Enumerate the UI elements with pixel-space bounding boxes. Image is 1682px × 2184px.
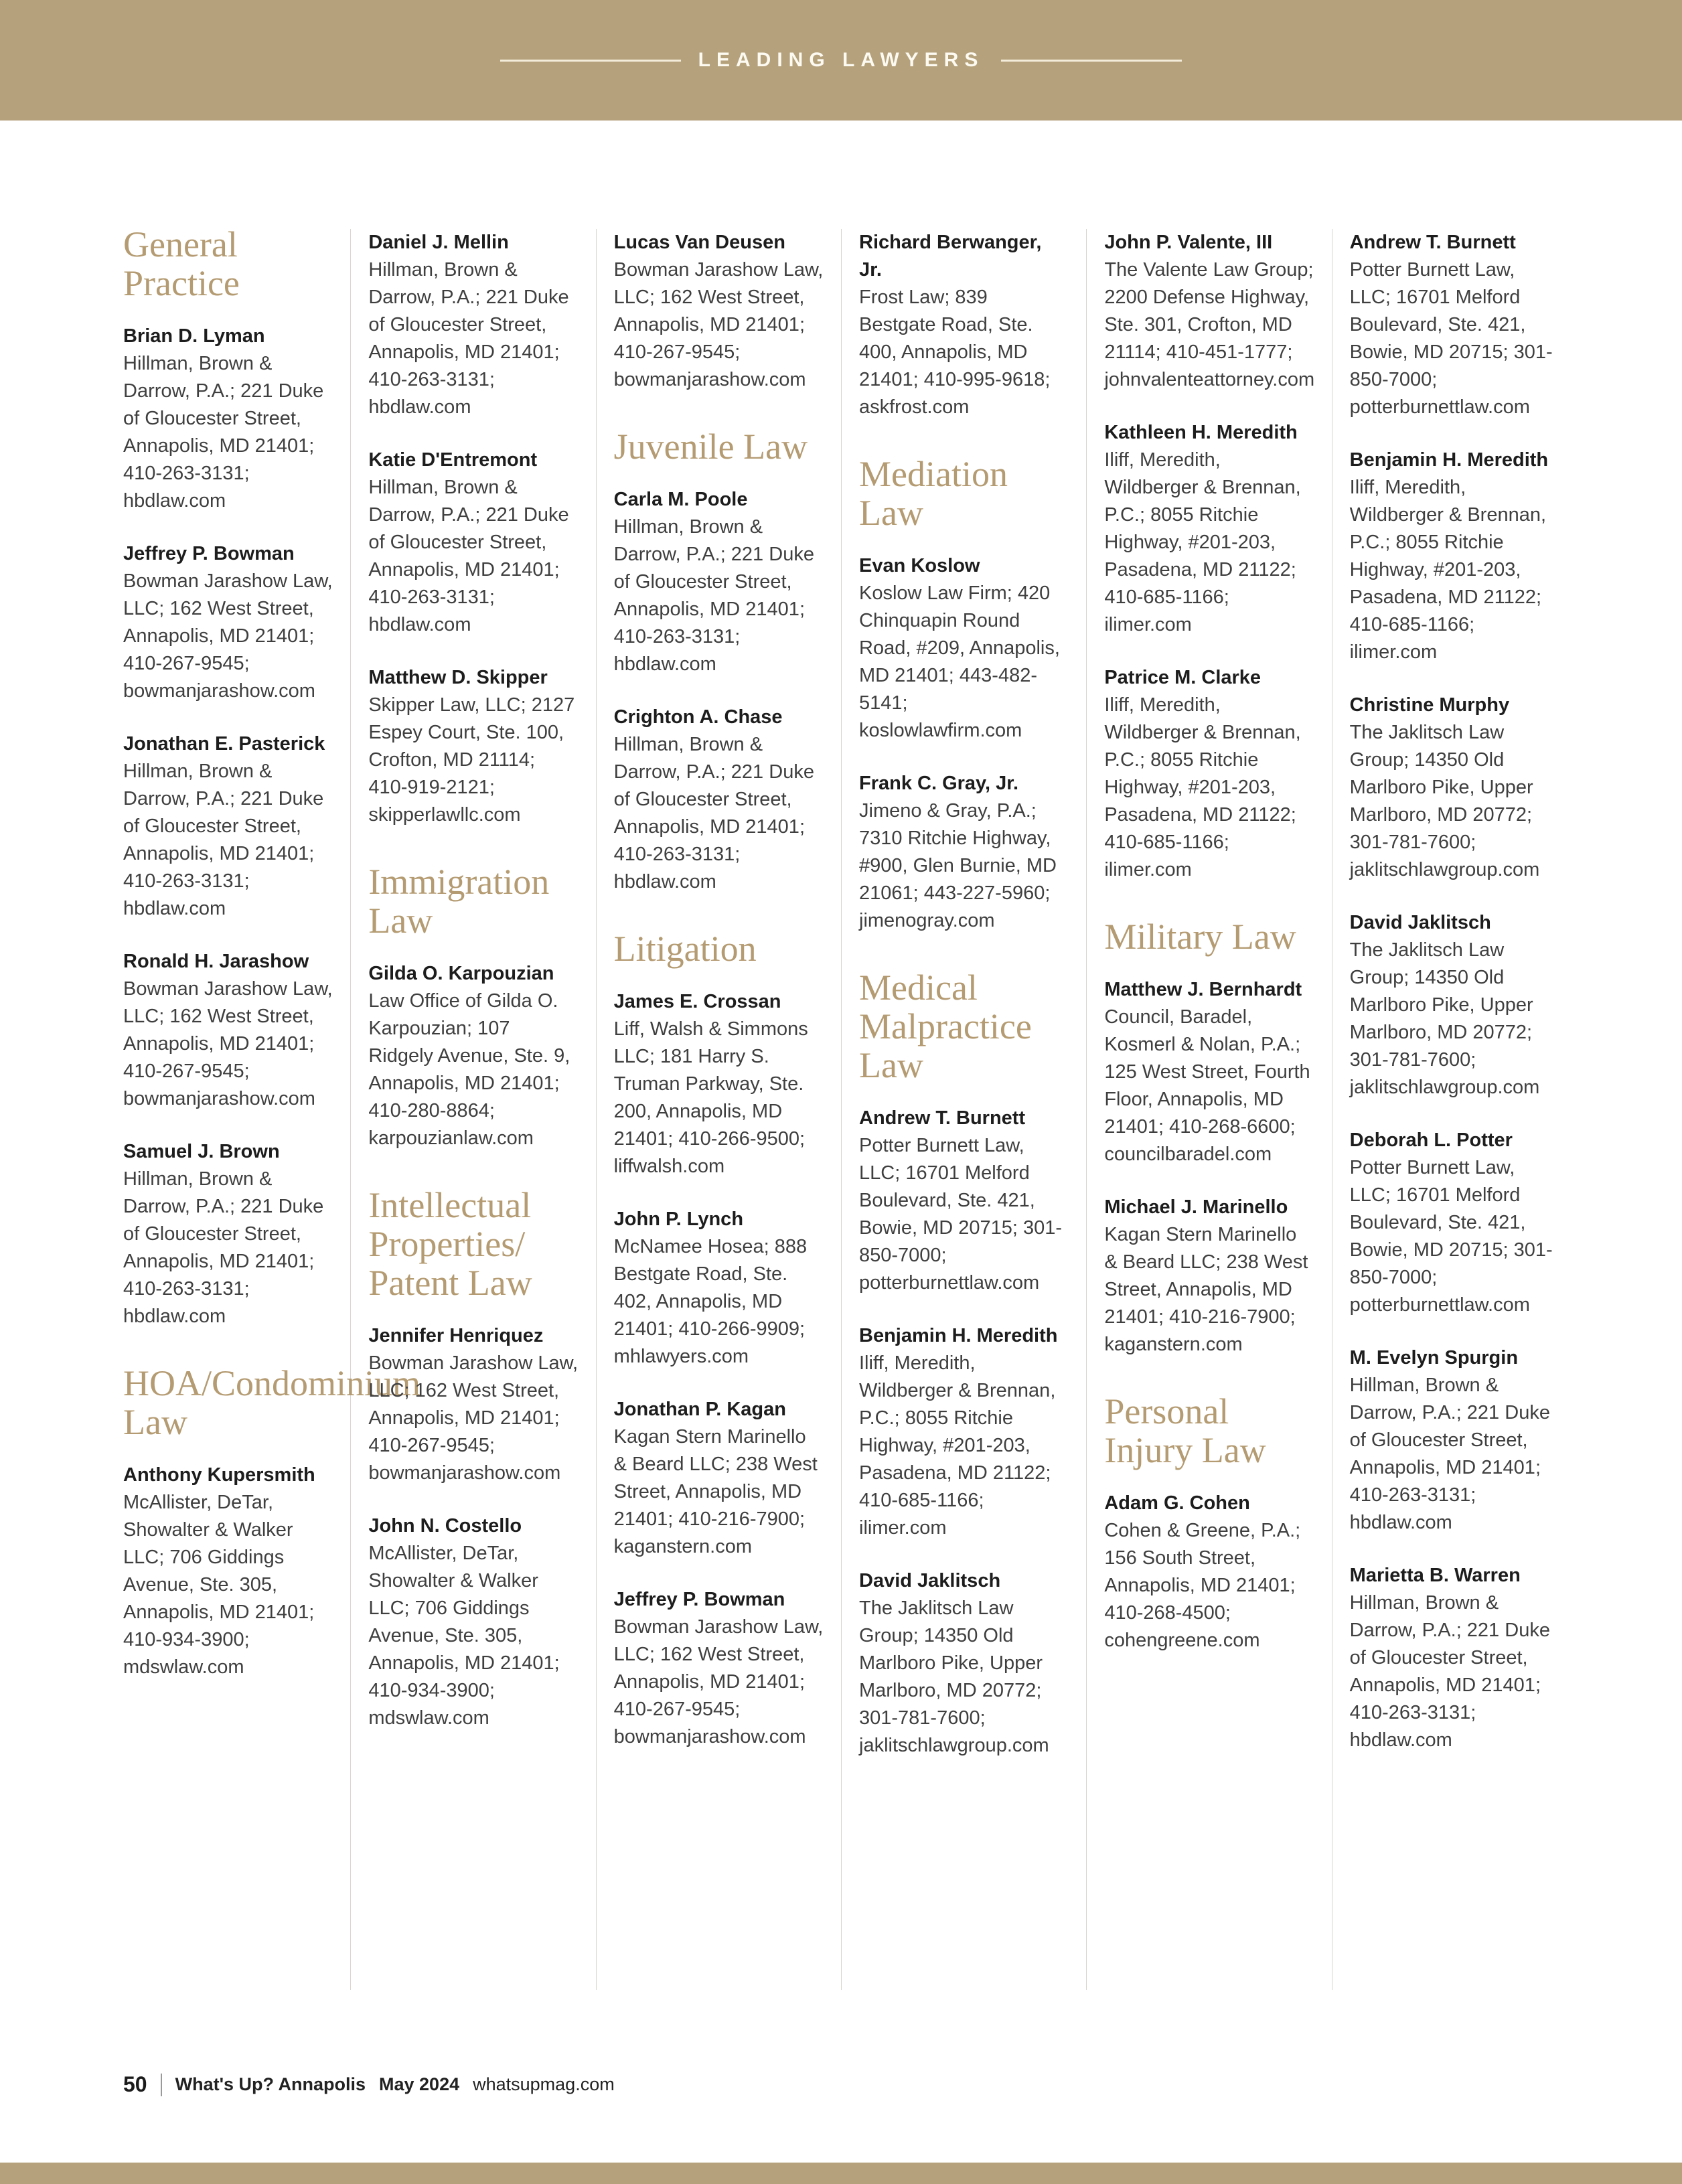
lawyer-entry bbox=[614, 229, 824, 394]
lawyer-entry bbox=[368, 960, 578, 1152]
lawyer-name: John P. Valente, III bbox=[1104, 232, 1273, 253]
lawyer-details: Law Office of Gilda O. Karpouzian; 107 Ridgely Avenue, Ste. 9, Annapolis, MD 21401; 410-280-8864; karpouzianlaw.com bbox=[368, 990, 570, 1149]
lawyer-details: McNamee Hosea; 888 Bestgate Road, Ste. 402, Annapolis, MD 21401; 410-266-9909; mhlawyers.com bbox=[613, 1236, 808, 1367]
lawyer-name: Christine Murphy bbox=[1349, 694, 1510, 716]
lawyer-details: Hillman, Brown & Darrow, P.A.; 221 Duke of Gloucester Street, Annapolis, MD 21401; 410-263-3131; hbdlaw.com bbox=[123, 761, 324, 919]
lawyer-name: Marietta B. Warren bbox=[1349, 1565, 1521, 1586]
footer-divider bbox=[161, 2074, 162, 2096]
lawyer-details: Jimeno & Gray, P.A.; 7310 Ritchie Highway, #900, Glen Burnie, MD 21061; 443-227-5960; jimenogray.com bbox=[859, 800, 1057, 931]
lawyer-entry bbox=[123, 1462, 333, 1681]
directory-column-3 bbox=[597, 229, 842, 1990]
lawyer-entry bbox=[1350, 229, 1560, 421]
page-banner bbox=[0, 0, 1682, 121]
lawyer-entry bbox=[368, 229, 578, 421]
lawyer-entry bbox=[1350, 909, 1560, 1101]
lawyer-entry bbox=[1104, 976, 1314, 1168]
practice-area-heading: Juvenile Law bbox=[613, 426, 808, 467]
page-number: 50 bbox=[123, 2072, 147, 2096]
lawyer-details: Hillman, Brown & Darrow, P.A.; 221 Duke of Gloucester Street, Annapolis, MD 21401; 410-263-3131; hbdlaw.com bbox=[368, 477, 569, 635]
lawyer-details: Potter Burnett Law, LLC; 16701 Melford Boulevard, Ste. 421, Bowie, MD 20715; 301-850-7000; potterburnettlaw.com bbox=[859, 1135, 1063, 1294]
lawyer-name: Matthew J. Bernhardt bbox=[1104, 979, 1302, 1000]
lawyer-entry bbox=[859, 229, 1069, 421]
practice-area-heading: Medical Malpractice Law bbox=[859, 967, 1032, 1085]
banner-title: LEADING LAWYERS bbox=[698, 49, 984, 71]
practice-area-heading: Military Law bbox=[1104, 917, 1296, 957]
lawyer-details: Bowman Jarashow Law, LLC; 162 West Street, Annapolis, MD 21401; 410-267-9545; bowmanjarashow.com bbox=[368, 1352, 579, 1484]
lawyer-entry bbox=[1350, 447, 1560, 666]
lawyer-details: Hillman, Brown & Darrow, P.A.; 221 Duke of Gloucester Street, Annapolis, MD 21401; 410-263-3131; hbdlaw.com bbox=[123, 353, 324, 512]
lawyer-details: Hillman, Brown & Darrow, P.A.; 221 Duke of Gloucester Street, Annapolis, MD 21401; 410-263-3131; hbdlaw.com bbox=[613, 516, 814, 675]
lawyer-name: Matthew D. Skipper bbox=[368, 667, 548, 688]
lawyer-details: Cohen & Greene, P.A.; 156 South Street, Annapolis, MD 21401; 410-268-4500; cohengreene.com bbox=[1104, 1520, 1301, 1651]
lawyer-name: Patrice M. Clarke bbox=[1104, 667, 1262, 688]
lawyer-name: Jennifer Henriquez bbox=[368, 1325, 544, 1346]
lawyer-entry bbox=[368, 664, 578, 829]
lawyer-entry bbox=[123, 948, 333, 1113]
lawyer-details: Iliff, Meredith, Wildberger & Brennan, P.C.; 8055 Ritchie Highway, #201-203, Pasadena, MD 21122; 410-685-1166; ilimer.com bbox=[1349, 477, 1547, 663]
lawyer-entry bbox=[1104, 1194, 1314, 1358]
lawyer-details: McAllister, DeTar, Showalter & Walker LLC; 706 Giddings Avenue, Ste. 305, Annapolis, MD 21401; 410-934-3900; mdswlaw.com bbox=[123, 1492, 315, 1678]
directory-column-6 bbox=[1332, 229, 1578, 1990]
lawyer-name: Gilda O. Karpouzian bbox=[368, 963, 554, 984]
lawyer-name: David Jaklitsch bbox=[859, 1570, 1001, 1591]
lawyer-details: Skipper Law, LLC; 2127 Espey Court, Ste. 100, Crofton, MD 21114; 410-919-2121; skipperlawllc.com bbox=[368, 694, 575, 826]
directory-column-1 bbox=[106, 224, 421, 1990]
lawyer-entry bbox=[614, 1206, 824, 1371]
lawyer-name: Michael J. Marinello bbox=[1104, 1196, 1288, 1218]
lawyer-entry bbox=[1104, 1490, 1314, 1654]
lawyer-entry bbox=[859, 1322, 1069, 1542]
page-footer bbox=[123, 2072, 615, 2097]
lawyer-name: Jonathan P. Kagan bbox=[613, 1399, 786, 1420]
lawyer-details: McAllister, DeTar, Showalter & Walker LLC; 706 Giddings Avenue, Ste. 305, Annapolis, MD 21401; 410-934-3900; mdswlaw.com bbox=[368, 1543, 560, 1729]
lawyer-details: Bowman Jarashow Law, LLC; 162 West Street, Annapolis, MD 21401; 410-267-9545; bowmanjarashow.com bbox=[613, 1616, 824, 1747]
issue-date: May 2024 bbox=[379, 2074, 460, 2094]
lawyer-details: Potter Burnett Law, LLC; 16701 Melford Boulevard, Ste. 421, Bowie, MD 20715; 301-850-7000; potterburnettlaw.com bbox=[1349, 259, 1553, 418]
lawyer-name: Daniel J. Mellin bbox=[368, 232, 509, 253]
directory-column-4 bbox=[842, 229, 1087, 1990]
lawyer-directory bbox=[106, 224, 1578, 1990]
lawyer-name: Benjamin H. Meredith bbox=[1349, 449, 1549, 471]
practice-area-heading: General Practice bbox=[123, 224, 240, 303]
lawyer-name: Deborah L. Potter bbox=[1349, 1129, 1513, 1151]
lawyer-details: Bowman Jarashow Law, LLC; 162 West Street, Annapolis, MD 21401; 410-267-9545; bowmanjarashow.com bbox=[613, 259, 824, 390]
lawyer-name: Evan Koslow bbox=[859, 555, 980, 576]
lawyer-name: M. Evelyn Spurgin bbox=[1349, 1347, 1519, 1369]
lawyer-entry bbox=[859, 1567, 1069, 1760]
lawyer-name: Richard Berwanger, Jr. bbox=[859, 232, 1042, 281]
lawyer-details: Iliff, Meredith, Wildberger & Brennan, P.C.; 8055 Ritchie Highway, #201-203, Pasadena, MD 21122; 410-685-1166; ilimer.com bbox=[1104, 694, 1301, 880]
lawyer-entry bbox=[123, 730, 333, 923]
lawyer-details: Kagan Stern Marinello & Beard LLC; 238 West Street, Annapolis, MD 21401; 410-216-7900; kaganstern.com bbox=[1104, 1224, 1308, 1355]
directory-column-5 bbox=[1087, 229, 1332, 1990]
lawyer-name: Carla M. Poole bbox=[613, 489, 748, 510]
lawyer-name: Anthony Kupersmith bbox=[123, 1464, 315, 1486]
bottom-accent-strip bbox=[0, 2163, 1682, 2184]
lawyer-name: David Jaklitsch bbox=[1349, 912, 1491, 933]
banner-rule-right bbox=[1001, 60, 1182, 62]
lawyer-entry bbox=[123, 323, 333, 515]
lawyer-details: Liff, Walsh & Simmons LLC; 181 Harry S. Truman Parkway, Ste. 200, Annapolis, MD 21401; 410-266-9500; liffwalsh.com bbox=[613, 1018, 808, 1177]
lawyer-details: Bowman Jarashow Law, LLC; 162 West Street, Annapolis, MD 21401; 410-267-9545; bowmanjarashow.com bbox=[123, 978, 333, 1109]
practice-area-heading: Immigration Law bbox=[368, 862, 550, 941]
magazine-website: whatsupmag.com bbox=[473, 2074, 615, 2094]
magazine-title: What's Up? Annapolis bbox=[175, 2074, 366, 2094]
lawyer-details: Frost Law; 839 Bestgate Road, Ste. 400, Annapolis, MD 21401; 410-995-9618; askfrost.com bbox=[859, 287, 1051, 418]
lawyer-name: John P. Lynch bbox=[613, 1208, 744, 1230]
practice-area-heading: Litigation bbox=[613, 929, 757, 969]
lawyer-entry bbox=[859, 1105, 1069, 1297]
practice-area-heading: Mediation Law bbox=[859, 454, 1008, 533]
lawyer-entry bbox=[1350, 692, 1560, 884]
lawyer-details: Iliff, Meredith, Wildberger & Brennan, P.C.; 8055 Ritchie Highway, #201-203, Pasadena, MD 21122; 410-685-1166; ilimer.com bbox=[1104, 449, 1301, 635]
lawyer-name: Frank C. Gray, Jr. bbox=[859, 773, 1019, 794]
lawyer-entry bbox=[368, 447, 578, 639]
lawyer-entry bbox=[859, 770, 1069, 935]
lawyer-details: Hillman, Brown & Darrow, P.A.; 221 Duke of Gloucester Street, Annapolis, MD 21401; 410-263-3131; hbdlaw.com bbox=[1349, 1375, 1550, 1533]
lawyer-details: The Jaklitsch Law Group; 14350 Old Marlboro Pike, Upper Marlboro, MD 20772; 301-781-7600; jaklitschlawgroup.com bbox=[859, 1597, 1049, 1756]
lawyer-entry bbox=[859, 552, 1069, 745]
lawyer-name: Benjamin H. Meredith bbox=[859, 1325, 1058, 1346]
lawyer-name: Samuel J. Brown bbox=[123, 1141, 280, 1162]
lawyer-entry bbox=[368, 1322, 578, 1487]
lawyer-entry bbox=[123, 1138, 333, 1330]
lawyer-details: Hillman, Brown & Darrow, P.A.; 221 Duke of Gloucester Street, Annapolis, MD 21401; 410-263-3131; hbdlaw.com bbox=[368, 259, 569, 418]
lawyer-details: Hillman, Brown & Darrow, P.A.; 221 Duke of Gloucester Street, Annapolis, MD 21401; 410-263-3131; hbdlaw.com bbox=[613, 734, 814, 892]
lawyer-details: Council, Baradel, Kosmerl & Nolan, P.A.; 125 West Street, Fourth Floor, Annapolis, MD 21401; 410-268-6600; councilbaradel.com bbox=[1104, 1006, 1310, 1165]
practice-area-heading: Personal Injury Law bbox=[1104, 1391, 1266, 1470]
practice-area-heading: HOA/Condominium Law bbox=[123, 1363, 421, 1442]
lawyer-name: Crighton A. Chase bbox=[613, 706, 783, 728]
banner-rule-left bbox=[500, 60, 681, 62]
lawyer-details: Potter Burnett Law, LLC; 16701 Melford Boulevard, Ste. 421, Bowie, MD 20715; 301-850-7000; potterburnettlaw.com bbox=[1349, 1157, 1553, 1316]
lawyer-entry bbox=[1350, 1127, 1560, 1319]
lawyer-entry bbox=[1104, 664, 1314, 884]
lawyer-details: Bowman Jarashow Law, LLC; 162 West Street, Annapolis, MD 21401; 410-267-9545; bowmanjarashow.com bbox=[123, 570, 333, 702]
practice-area-heading: Intellectual Properties/ Patent Law bbox=[368, 1185, 532, 1303]
lawyer-name: Jeffrey P. Bowman bbox=[613, 1589, 785, 1610]
lawyer-details: The Jaklitsch Law Group; 14350 Old Marlboro Pike, Upper Marlboro, MD 20772; 301-781-7600; jaklitschlawgroup.com bbox=[1349, 939, 1540, 1098]
lawyer-details: Hillman, Brown & Darrow, P.A.; 221 Duke of Gloucester Street, Annapolis, MD 21401; 410-263-3131; hbdlaw.com bbox=[123, 1168, 324, 1327]
directory-column-2 bbox=[351, 229, 596, 1990]
lawyer-entry bbox=[614, 988, 824, 1180]
lawyer-details: Iliff, Meredith, Wildberger & Brennan, P.C.; 8055 Ritchie Highway, #201-203, Pasadena, MD 21122; 410-685-1166; ilimer.com bbox=[859, 1352, 1056, 1539]
lawyer-name: Andrew T. Burnett bbox=[859, 1107, 1026, 1129]
lawyer-entry bbox=[1104, 229, 1314, 394]
lawyer-entry bbox=[1104, 419, 1314, 639]
lawyer-entry bbox=[614, 1586, 824, 1751]
lawyer-entry bbox=[1350, 1344, 1560, 1537]
lawyer-name: Adam G. Cohen bbox=[1104, 1492, 1250, 1514]
lawyer-name: Katie D'Entremont bbox=[368, 449, 538, 471]
lawyer-name: James E. Crossan bbox=[613, 991, 781, 1012]
lawyer-name: Jonathan E. Pasterick bbox=[123, 733, 325, 755]
lawyer-name: Brian D. Lyman bbox=[123, 325, 265, 347]
lawyer-name: Kathleen H. Meredith bbox=[1104, 422, 1298, 443]
lawyer-details: Kagan Stern Marinello & Beard LLC; 238 West Street, Annapolis, MD 21401; 410-216-7900; kaganstern.com bbox=[613, 1426, 818, 1557]
lawyer-name: John N. Costello bbox=[368, 1515, 522, 1537]
lawyer-entry bbox=[1350, 1562, 1560, 1754]
lawyer-name: Ronald H. Jarashow bbox=[123, 951, 309, 972]
lawyer-entry bbox=[614, 704, 824, 896]
lawyer-entry bbox=[123, 540, 333, 705]
lawyer-details: The Valente Law Group; 2200 Defense Highway, Ste. 301, Crofton, MD 21114; 410-451-1777; johnvalenteattorney.com bbox=[1104, 259, 1315, 390]
lawyer-name: Jeffrey P. Bowman bbox=[123, 543, 295, 564]
lawyer-details: The Jaklitsch Law Group; 14350 Old Marlboro Pike, Upper Marlboro, MD 20772; 301-781-7600; jaklitschlawgroup.com bbox=[1349, 722, 1540, 880]
lawyer-name: Lucas Van Deusen bbox=[613, 232, 785, 253]
lawyer-entry bbox=[368, 1512, 578, 1732]
lawyer-entry bbox=[614, 1396, 824, 1561]
lawyer-details: Hillman, Brown & Darrow, P.A.; 221 Duke of Gloucester Street, Annapolis, MD 21401; 410-263-3131; hbdlaw.com bbox=[1349, 1592, 1550, 1751]
lawyer-entry bbox=[614, 486, 824, 678]
lawyer-details: Koslow Law Firm; 420 Chinquapin Round Road, #209, Annapolis, MD 21401; 443-482-5141; koslowlawfirm.com bbox=[859, 582, 1060, 741]
lawyer-name: Andrew T. Burnett bbox=[1349, 232, 1516, 253]
